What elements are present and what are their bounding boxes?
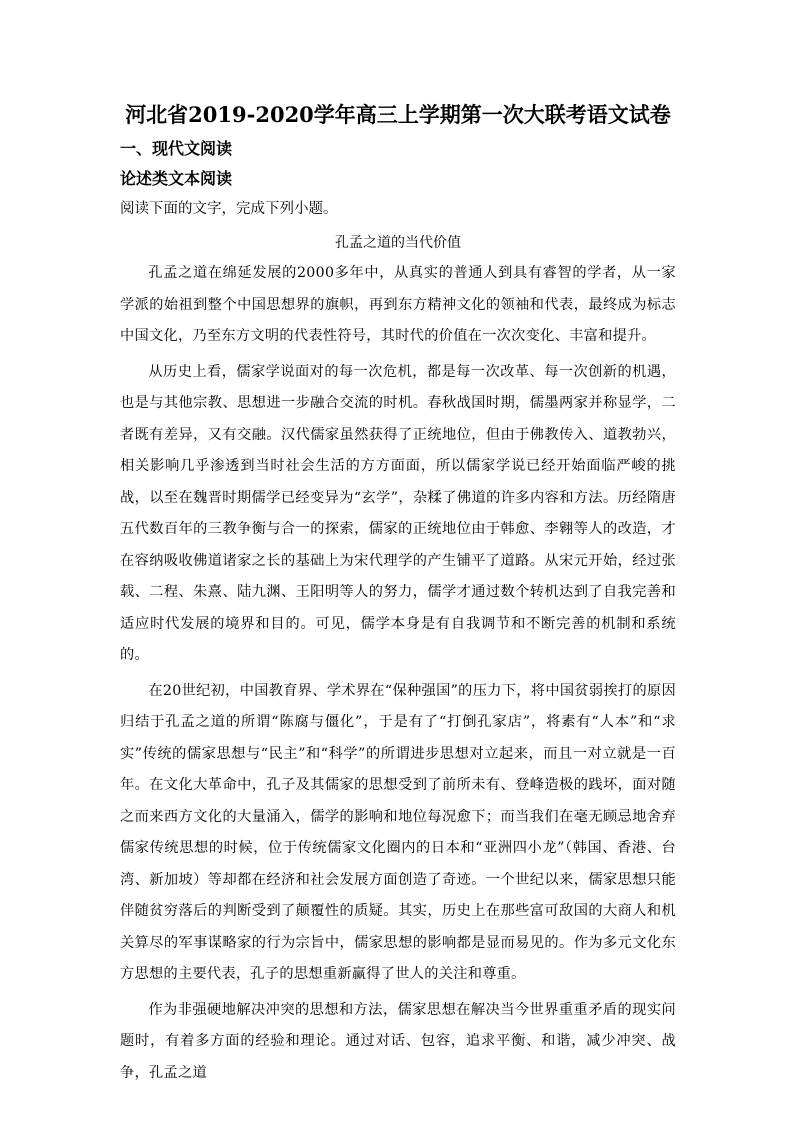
subsection-heading: 论述类文本阅读 — [120, 169, 233, 188]
article-title: 孔孟之道的当代价值 — [335, 235, 461, 251]
document-title: 河北省2019-2020学年高三上学期第一次大联考语文试卷 — [125, 102, 671, 127]
section-heading: 一、现代文阅读 — [120, 139, 233, 158]
article-paragraph-3: 在20世纪初，中国教育界、学术界在“保种强国”的压力下，将中国贫弱挨打的原因归结于孔孟之道的所谓“陈腐与僵化”，于是有了“打倒孔家店”，将素有“人本”和“求实”传统的儒家思想与“民主”和“科学”的所谓进步思想对立起来，而且一对立就是一百年。在文化大革命中，孔子及其儒家的思想受到了前所未有、登峰造极的践坏，面对随之而来西方文化的大量涌入，儒学的影响和地位每况愈下；而当我们在毫无顾忌地舍弃儒家传统思想的时候，位于传统儒家文化圈内的日本和“亚洲四小龙”（韩国、香港、台湾、新加坡）等却都在经济和社会发展方面创造了奇迹。一个世纪以来，儒家思想只能伴随贫穷落后的判断受到了颠覆性的质疑。其实，历史上在那些富可敌国的大商人和机关算尽的军事谋略家的行为宗旨中，儒家思想的影响都是显而易见的。作为多元文化东方思想的主要代表，孔子的思想重新赢得了世人的关注和尊重。 — [120, 682, 676, 982]
document-page — [120, 100, 676, 1089]
article-paragraph-1: 孔孟之道在绵延发展的2000多年中，从真实的普通人到具有睿智的学者，从一家学派的始祖到整个中国思想界的旗帜，再到东方精神文化的领袖和代表，最终成为标志中国文化，乃至东方文明的代表性符号，其时代的价值在一次次变化、丰富和提升。 — [120, 265, 676, 344]
article-paragraph-2: 从历史上看，儒家学说面对的每一次危机，都是每一次改革、每一次创新的机遇，也是与其他宗教、思想进一步融合交流的时机。春秋战国时期，儒墨两家并称显学，二者既有差异，又有交融。汉代儒家虽然获得了正统地位，但由于佛教传入、道教勃兴，相关影响几乎渗透到当时社会生活的方方面面，所以儒家学说已经开始面临严峻的挑战，以至在魏晋时期儒学已经变异为“玄学”，杂糅了佛道的许多内容和方法。历经隋唐五代数百年的三教争衡与合一的探索，儒家的正统地位由于韩愈、李翱等人的改造，才在容纳吸收佛道诸家之长的基础上为宋代理学的产生铺平了道路。从宋元开始，经过张载、二程、朱熹、陆九渊、王阳明等人的努力，儒学才通过数个转机达到了自我完善和适应时代发展的境界和目的。可见，儒学本身是有自我调节和不断完善的机制和系统的。 — [120, 363, 676, 663]
article-paragraph-4: 作为非强硬地解决冲突的思想和方法，儒家思想在解决当今世界重重矛盾的现实问题时，有着多方面的经验和理论。通过对话、包容，追求平衡、和谐，减少冲突、战争，孔孟之道 — [120, 1001, 676, 1081]
reading-instruction: 阅读下面的文字，完成下列小题。 — [120, 201, 338, 217]
